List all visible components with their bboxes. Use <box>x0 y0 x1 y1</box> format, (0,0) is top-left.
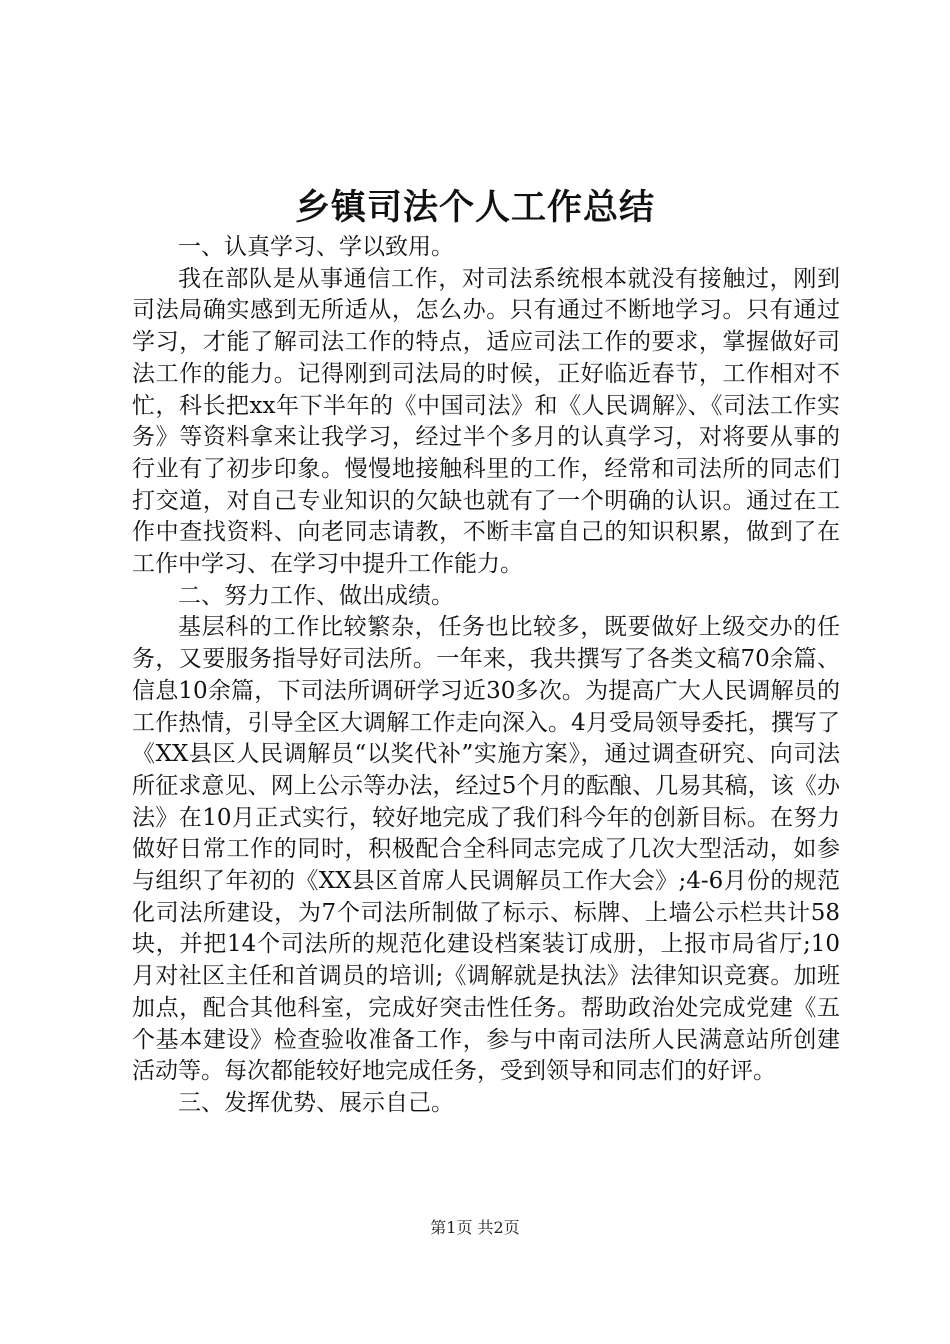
section-heading-3: 三、发挥优势、展示自己。 <box>178 1089 454 1116</box>
body-paragraph-1: 我在部队是从事通信工作，对司法系统根本就没有接触过，刚到司法局确实感到无所适从，怎么办。只有通过不断地学习。只有通过学习，才能了解司法工作的特点，适应司法工作的要求，掌握做好司法工作的能力。记得刚到司法局的时候，正好临近春节，工作相对不忙，科长把xx年下半年的《中国司法》和《人民调解》、《司法工作实务》等资料拿来让我学习，经过半个多月的认真学习，对将要从事的行业有了初步印象。慢慢地接触科里的工作，经常和司法所的同志们打交道，对自己专业知识的欠缺也就有了一个明确的认识。通过在工作中查找资料、向老同志请教，不断丰富自己的知识积累，做到了在工作中学习、在学习中提升工作能力。 <box>132 265 840 578</box>
document-title: 乡镇司法个人工作总结 <box>294 188 655 228</box>
body-paragraph-2: 基层科的工作比较繁杂，任务也比较多，既要做好上级交办的任务，又要服务指导好司法所。一年来，我共撰写了各类文稿70余篇、信息10余篇，下司法所调研学习近30多次。为提高广大人民调解员的工作热情，引导全区大调解工作走向深入。4月受局领导委托，撰写了《XX县区人民调解员“以奖代补”实施方案》，通过调查研究、向司法所征求意见、网上公示等办法，经过5个月的酝酿、几易其稿，该《办法》在10月正式实行，较好地完成了我们科今年的创新目标。在努力做好日常工作的同时，积极配合全科同志完成了几次大型活动，如参与组织了年初的《XX县区首席人民调解员工作大会》;4-6月份的规范化司法所建设，为7个司法所制做了标示、标牌、上墙公示栏共计58块，并把14个司法所的规范化建设档案装订成册，上报市局省厅;10月对社区主任和首调员的培训;《调解就是执法》法律知识竞赛。加班加点，配合其他科室，完成好突击性任务。帮助政治处完成党建《五个基本建设》检查验收准备工作，参与中南司法所人民满意站所创建活动等。每次都能较好地完成任务，受到领导和同志们的好评。 <box>132 614 840 1085</box>
section-heading-2: 二、努力工作、做出成绩。 <box>178 582 454 609</box>
page-footer: 第1页 共2页 <box>430 1218 520 1237</box>
document-body <box>132 232 840 1120</box>
section-heading-1: 一、认真学习、学以致用。 <box>178 234 454 260</box>
